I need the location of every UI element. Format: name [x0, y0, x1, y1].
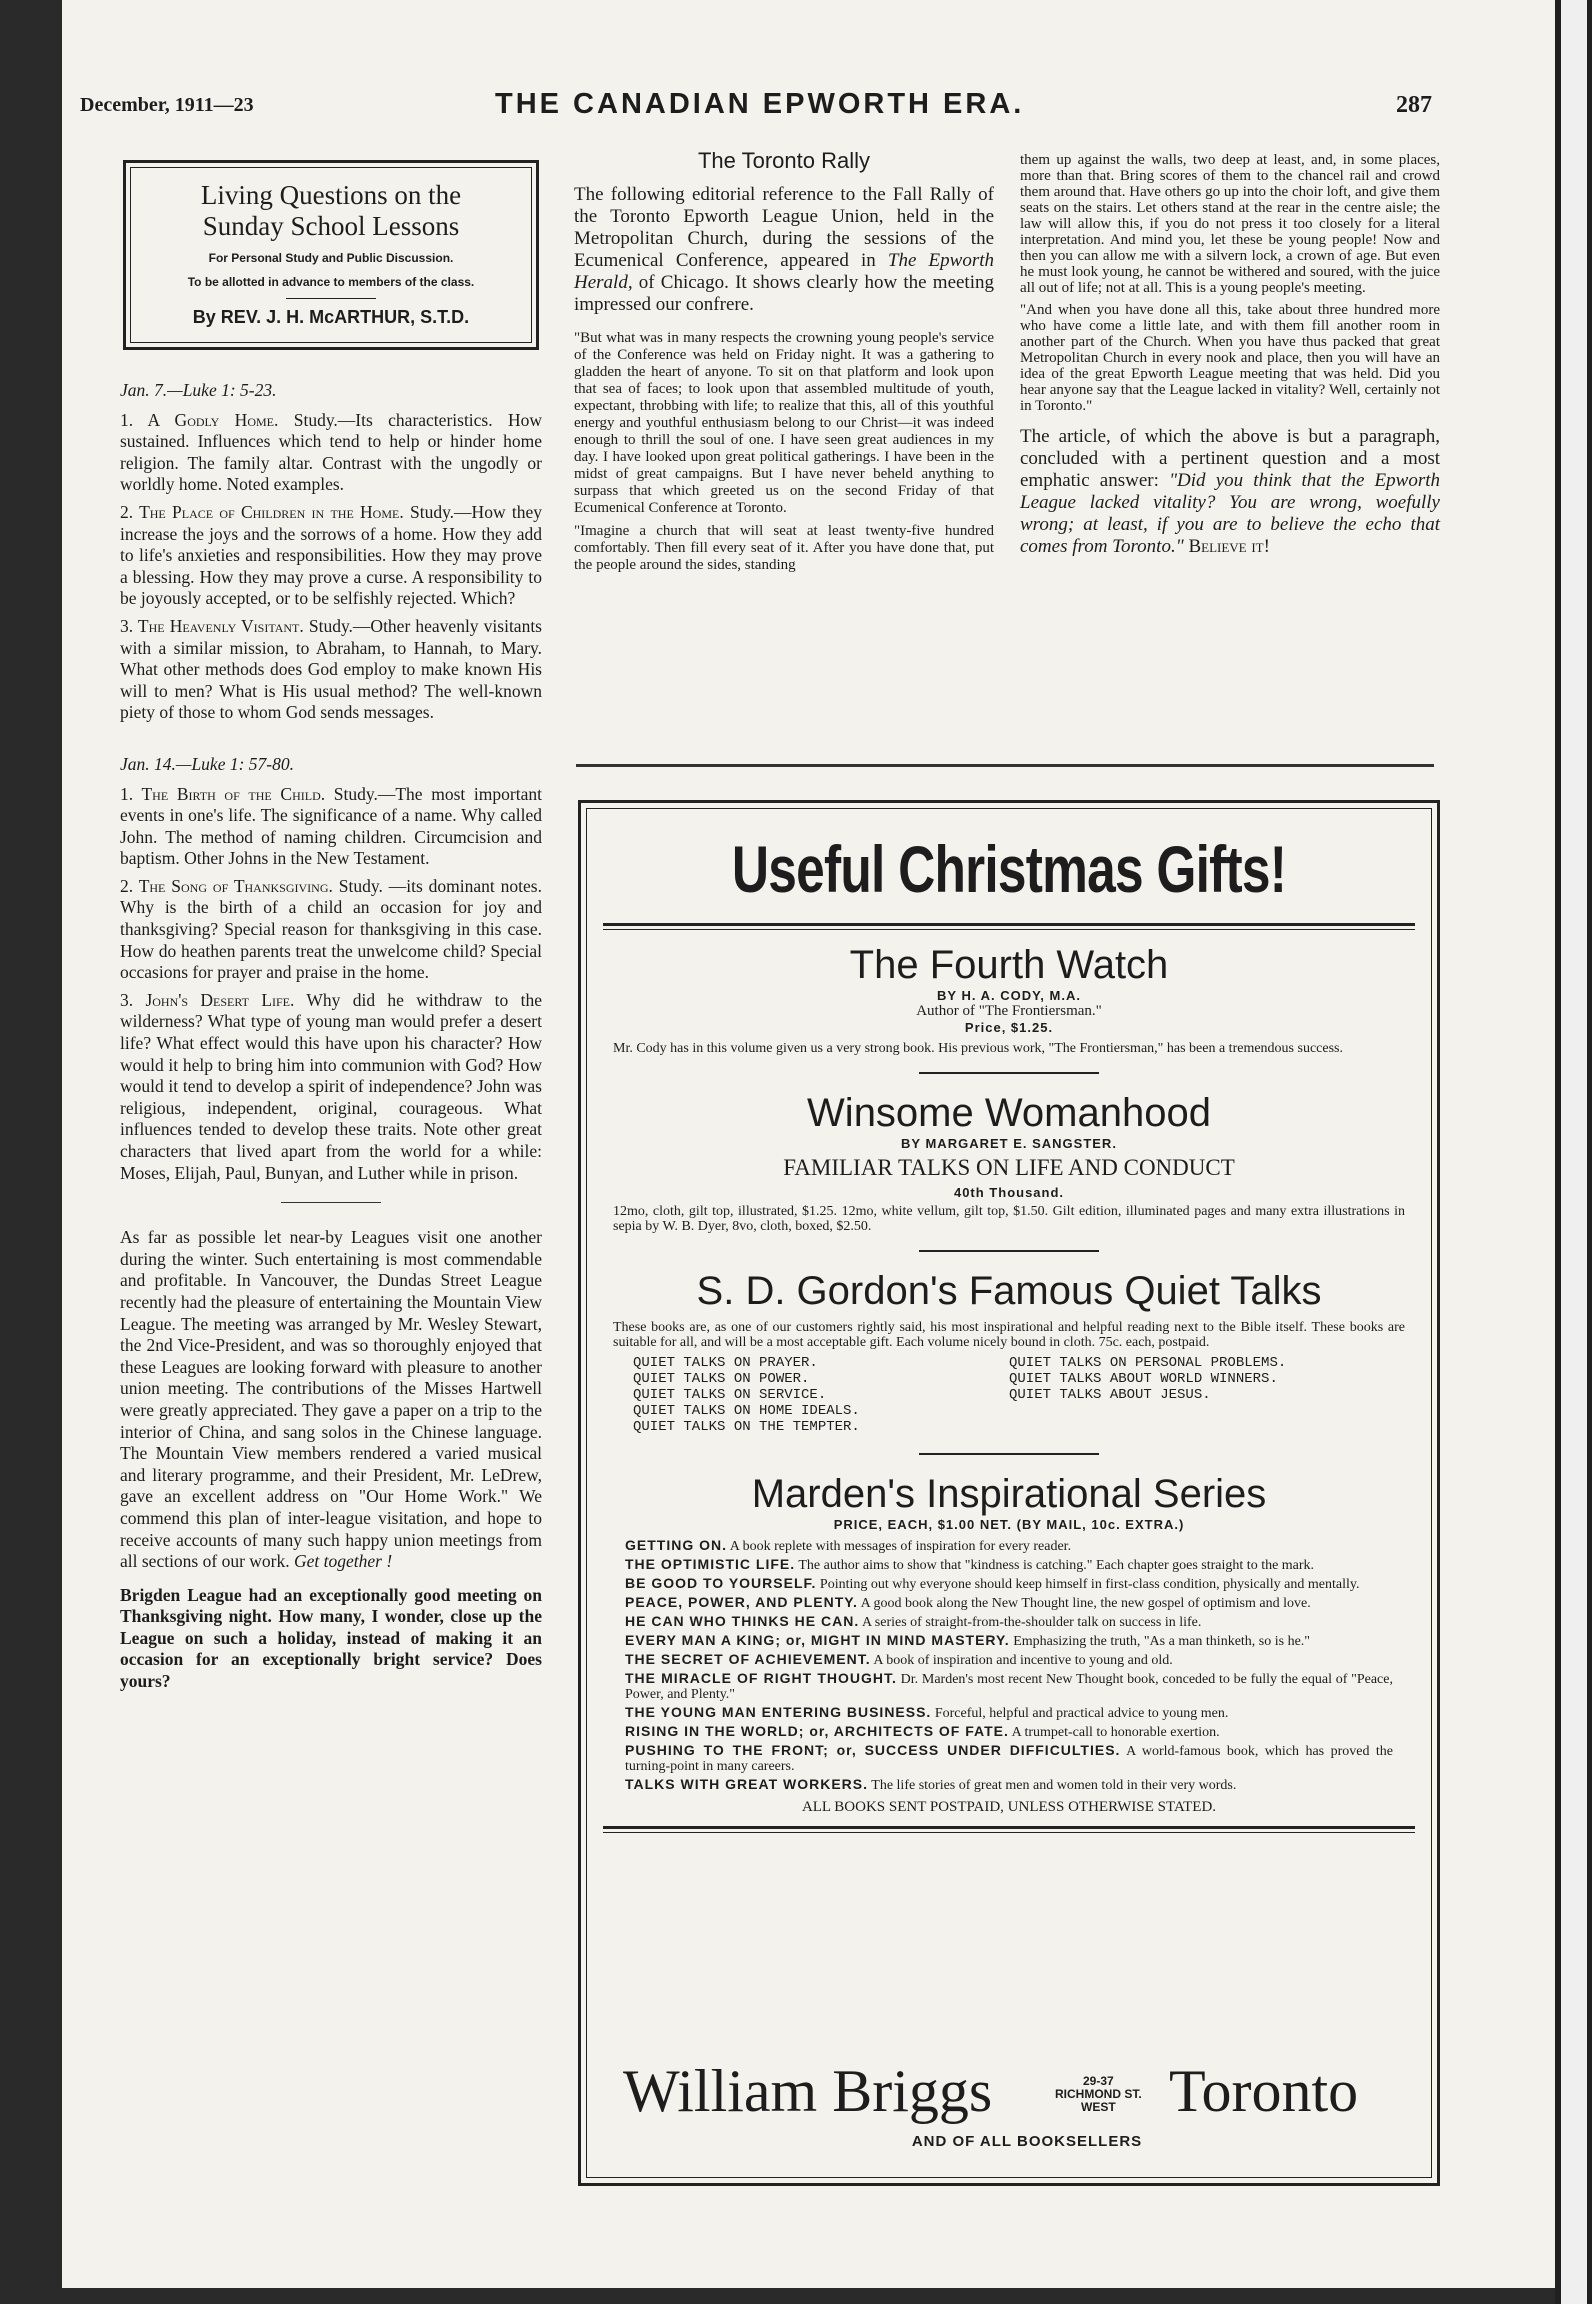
list-item: QUIET TALKS ON PERSONAL PROBLEMS.	[1009, 1355, 1287, 1371]
leagues-paragraph: As far as possible let near-by Leagues visit one another during the winter. Such entertaining is most commendable and profitable. In Vancouver, the Dundas Street League recently had the pleasure of entertaining the Mountain View League. The meeting was arranged by Mr. Wesley Stewart, the 2nd Vice-President, and was so thoroughly enjoyed that these Leagues are looking forward with pleasure to another union meeting. The contributions of the Misses Hartwell were greatly appreciated. They gave a paper on a trip to the interior of China, and sang solos in the Chinese language. The Mountain View members rendered a varied musical and literary programme, and their President, Mr. LeDrew, gave an excellent address on "Our Home Work." We commend this plan of inter-league visitation, and hope to receive accounts of many such happy union meetings from all sections of our work. Get together !	[120, 1227, 542, 1572]
list-item: QUIET TALKS ON PRAYER.	[633, 1355, 818, 1371]
divider	[286, 298, 376, 299]
list-item: THE OPTIMISTIC LIFE. The author aims to show that "kindness is catching." Each chapter goes straight to the mark.	[625, 1556, 1315, 1573]
lessons-title-box	[123, 160, 539, 350]
list-item: RISING IN THE WORLD; or, ARCHITECTS OF FATE. A trumpet-call to honorable exertion.	[625, 1723, 1220, 1740]
lessons-title-line1: Living Questions on the	[200, 180, 462, 210]
book-winsome-womanhood	[587, 1090, 1431, 1234]
book-description: 12mo, cloth, gilt top, illustrated, $1.25. 12mo, white vellum, gilt top, $1.50. Gilt edition, illuminated pages and many extra illustrations in sepia by W. B. Dyer, 8vo, cloth, boxed, $2.50.	[613, 1204, 1405, 1234]
publisher-address: 29-37 RICHMOND ST. WEST	[1055, 2074, 1142, 2114]
list-item: EVERY MAN A KING; or, MIGHT IN MIND MASTERY. Emphasizing the truth, "As a man thinketh, so is he."	[625, 1632, 1311, 1649]
list-item: TALKS WITH GREAT WORKERS. The life stories of great men and women told in their very words.	[625, 1776, 1237, 1793]
section-rule	[576, 764, 1434, 767]
publisher-name: William Briggs	[623, 2058, 993, 2124]
lesson-paragraph: 1. A Godly Home. Study.—Its characteristics. How sustained. Influences which tend to help or hinder home religion. The family altar. Contrast with the ungodly or worldly home. Noted examples.	[120, 409, 542, 495]
ad-headline: Useful Christmas Gifts!	[731, 832, 1287, 906]
list-item: QUIET TALKS ABOUT WORLD WINNERS.	[1009, 1371, 1278, 1387]
book-title: Marden's Inspirational Series	[751, 1472, 1267, 1516]
book-fourth-watch	[587, 942, 1431, 1056]
list-item: THE SECRET OF ACHIEVEMENT. A book of inspiration and incentive to young and old.	[625, 1651, 1173, 1668]
article-conclusion: The article, of which the above is but a paragraph, concluded with a pertinent question and a most emphatic answer: "Did you think that the Epworth League lacked vitality? You are wrong, woefully wrong; at least, if you are to believe the echo that comes from Toronto." Believe it!	[1020, 426, 1441, 557]
book-subtitle: FAMILIAR TALKS ON LIFE AND CONDUCT	[783, 1155, 1235, 1180]
divider	[281, 1202, 381, 1203]
publisher-block	[607, 2057, 1407, 2150]
book-edition: 40th Thousand.	[953, 1185, 1065, 1200]
issue-date: December, 1911—23	[80, 94, 254, 116]
list-item: QUIET TALKS ON HOME IDEALS.	[633, 1403, 860, 1419]
book-description: Mr. Cody has in this volume given us a very strong book. His previous work, "The Frontiersman," has been a tremendous success.	[613, 1041, 1343, 1056]
book-title: S. D. Gordon's Famous Quiet Talks	[696, 1269, 1322, 1313]
quote-paragraph: "But what was in many respects the crowning young people's service of the Conference was held on Friday night. It was a gathering to gladden the heart of anyone. To sit on that platform and look upon that sea of faces; to look upon that assembled multitude of youth, expectant, throbbing with life; to realize that this, all of this youthful energy and youthful enthusiasm belong to our Christ—it was indeed enough to thrill the soul of one. I have seen great audiences in my day. I have looked upon great political gatherings. I have been in the midst of great campaigns. But I have never beheld anything to surpass that which greeted us on the second Friday of that Ecumenical Conference at Toronto.	[574, 329, 994, 516]
list-item: BE GOOD TO YOURSELF. Pointing out why everyone should keep himself in first-class condition, physically and mentally.	[625, 1575, 1360, 1592]
divider	[919, 1453, 1099, 1455]
postpaid-note: ALL BOOKS SENT POSTPAID, UNLESS OTHERWISE STATED.	[801, 1799, 1217, 1815]
book-price: Price, $1.25.	[964, 1020, 1054, 1035]
divider	[919, 1250, 1099, 1252]
quote-paragraph: them up against the walls, two deep at least, and, in some places, more than that. Bring scores of them to the chancel rail and crowd them around that. Have others go up into the choir loft, and give them seats on the stairs. Let others stand at the rear in the centre aisle; the law will allow this, if you do not press it too closely for a literal interpretation. And mind you, let these be young people! Now and then you can allow me with a silvern lock, a crown of age. But even he must look young, he cannot be withered and soured, with the juice all out of life; not at all. This is a young people's meeting.	[1020, 152, 1440, 296]
list-item: THE MIRACLE OF RIGHT THOUGHT. Dr. Marden's most recent New Thought book, conceded to be fully the equal of "Peace, Power, and Plenty."	[625, 1670, 1393, 1702]
list-item: HE CAN WHO THINKS HE CAN. A series of straight-from-the-shoulder talk on success in life.	[625, 1613, 1202, 1630]
page-header	[80, 88, 1432, 128]
column-middle	[574, 150, 994, 580]
lesson-paragraph: 3. The Heavenly Visitant. Study.—Other heavenly visitants with a similar mission, to Abraham, to Hannah, to Mary. What other methods does God employ to make known His will to men? What is His usual method? The well-known piety of those to whom God sends messages.	[120, 615, 542, 723]
lessons-author: By REV. J. H. McARTHUR, S.T.D.	[192, 307, 470, 327]
scan-edge-light	[1561, 0, 1587, 2304]
quote-paragraph: "And when you have done all this, take about three hundred more who have come a little late, and with them fill another room in another part of the Church. When you have thus packed that great Metropolitan Church in every nook and place, then you will have an idea of the great Epworth League meeting that was held. Did you hear anyone say that the League lacked in vitality? Well, certainly not in Toronto."	[1020, 302, 1440, 414]
list-item: PEACE, POWER, AND PLENTY. A good book along the New Thought line, the new gospel of optimism and love.	[625, 1594, 1311, 1611]
lesson-heading: Jan. 7.—Luke 1: 5-23.	[120, 380, 277, 400]
list-item: THE YOUNG MAN ENTERING BUSINESS. Forceful, helpful and practical advice to young men.	[625, 1704, 1229, 1721]
quote-paragraph: "Imagine a church that will seat at least twenty-five hundred comfortably. Then fill every seat of it. After you have done that, put the people around the sides, standing	[574, 522, 994, 573]
divider	[603, 923, 1415, 930]
lessons-sub-line2: To be allotted in advance to members of the class.	[187, 275, 475, 289]
book-title: Winsome Womanhood	[807, 1091, 1211, 1135]
article-lead: The following editorial reference to the Fall Rally of the Toronto Epworth League Union, held in the Metropolitan Church, during the sessions of the Ecumenical Conference, appeared in The Epworth Herald, of Chicago. It shows clearly how the meeting impressed our confrere.	[574, 183, 995, 315]
lessons-sub-line1: For Personal Study and Public Discussion.	[208, 251, 454, 265]
series-price: PRICE, EACH, $1.00 NET. (BY MAIL, 10c. EXTRA.)	[833, 1517, 1185, 1532]
list-item: PUSHING TO THE FRONT; or, SUCCESS UNDER DIFFICULTIES. A world-famous book, which has proved the turning-point in many careers.	[625, 1742, 1393, 1774]
book-description: These books are, as one of our customers rightly said, his most inspirational and helpful reading next to the Bible itself. These books are suitable for all, and will be a most acceptable gift. Each volume nicely bound in cloth. 75c. each, postpaid.	[613, 1320, 1405, 1350]
lessons-title-line2: Sunday School Lessons	[202, 211, 460, 241]
book-title: The Fourth Watch	[849, 943, 1169, 987]
book-author: BY H. A. CODY, M.A.	[937, 988, 1081, 1003]
publisher-tagline: AND OF ALL BOOKSELLERS	[911, 2133, 1143, 2150]
book-quiet-talks	[587, 1268, 1431, 1437]
list-item: QUIET TALKS ON THE TEMPTER.	[633, 1419, 860, 1435]
magazine-title: THE CANADIAN EPWORTH ERA.	[495, 88, 1025, 120]
divider	[919, 1072, 1099, 1074]
list-item: QUIET TALKS ON POWER.	[633, 1371, 810, 1387]
list-item: GETTING ON. A book replete with messages of inspiration for every reader.	[625, 1537, 1072, 1554]
lesson-paragraph: 3. John's Desert Life. Why did he withdraw to the wilderness? What type of young man would prefer a desert life? What effect would this have upon his character? How would it help to bring him into communion with God? How would it tend to develop a spirit of independence? John was religious, independent, original, courageous. What influences tended to develop these traits. Note other great characters that lived apart from the world for a while: Moses, Elijah, Paul, Bunyan, and Luther while in prison.	[120, 989, 542, 1183]
lesson-heading: Jan. 14.—Luke 1: 57-80.	[120, 753, 295, 774]
column-left	[120, 380, 542, 1699]
divider	[603, 1826, 1415, 1833]
book-author: BY MARGARET E. SANGSTER.	[901, 1136, 1117, 1151]
list-item: QUIET TALKS ABOUT JESUS.	[1009, 1387, 1211, 1403]
lesson-paragraph: 2. The Song of Thanksgiving. Study. —its dominant notes. Why is the birth of a child an occasion for joy and thanksgiving? Special reason for thanksgiving in this case. How do heathen parents treat the unwelcome child? Special occasions for prayer and praise in the home.	[120, 875, 542, 983]
lesson-paragraph: 2. The Place of Children in the Home. Study.—How they increase the joys and the sorrows of a home. How they add to life's anxieties and responsibilities. How they may prove a blessing. How they may prove a curse. A responsibility to be joyously accepted, or to be selfishly rejected. Which?	[120, 501, 542, 609]
article-title: The Toronto Rally	[697, 148, 870, 173]
christmas-gifts-ad	[578, 800, 1440, 2186]
page-number: 287	[1396, 92, 1432, 118]
list-item: QUIET TALKS ON SERVICE.	[633, 1387, 827, 1403]
book-marden-series	[587, 1471, 1431, 1816]
book-note: Author of "The Frontiersman."	[916, 1003, 1102, 1019]
brigden-paragraph: Brigden League had an exceptionally good meeting on Thanksgiving night. How many, I wonder, close up the League on such a holiday, instead of making it an occasion for an exceptionally bright service? Does yours?	[120, 1584, 542, 1692]
marden-list	[613, 1538, 1405, 1793]
publisher-city: Toronto	[1169, 2058, 1359, 2124]
column-right	[1020, 152, 1440, 564]
quiet-talks-list	[613, 1350, 1405, 1437]
lesson-paragraph: 1. The Birth of the Child. Study.—The most important events in one's life. The significance of a name. Why called John. The method of naming children. Circumcision and baptism. Other Johns in the New Testament.	[120, 783, 542, 869]
